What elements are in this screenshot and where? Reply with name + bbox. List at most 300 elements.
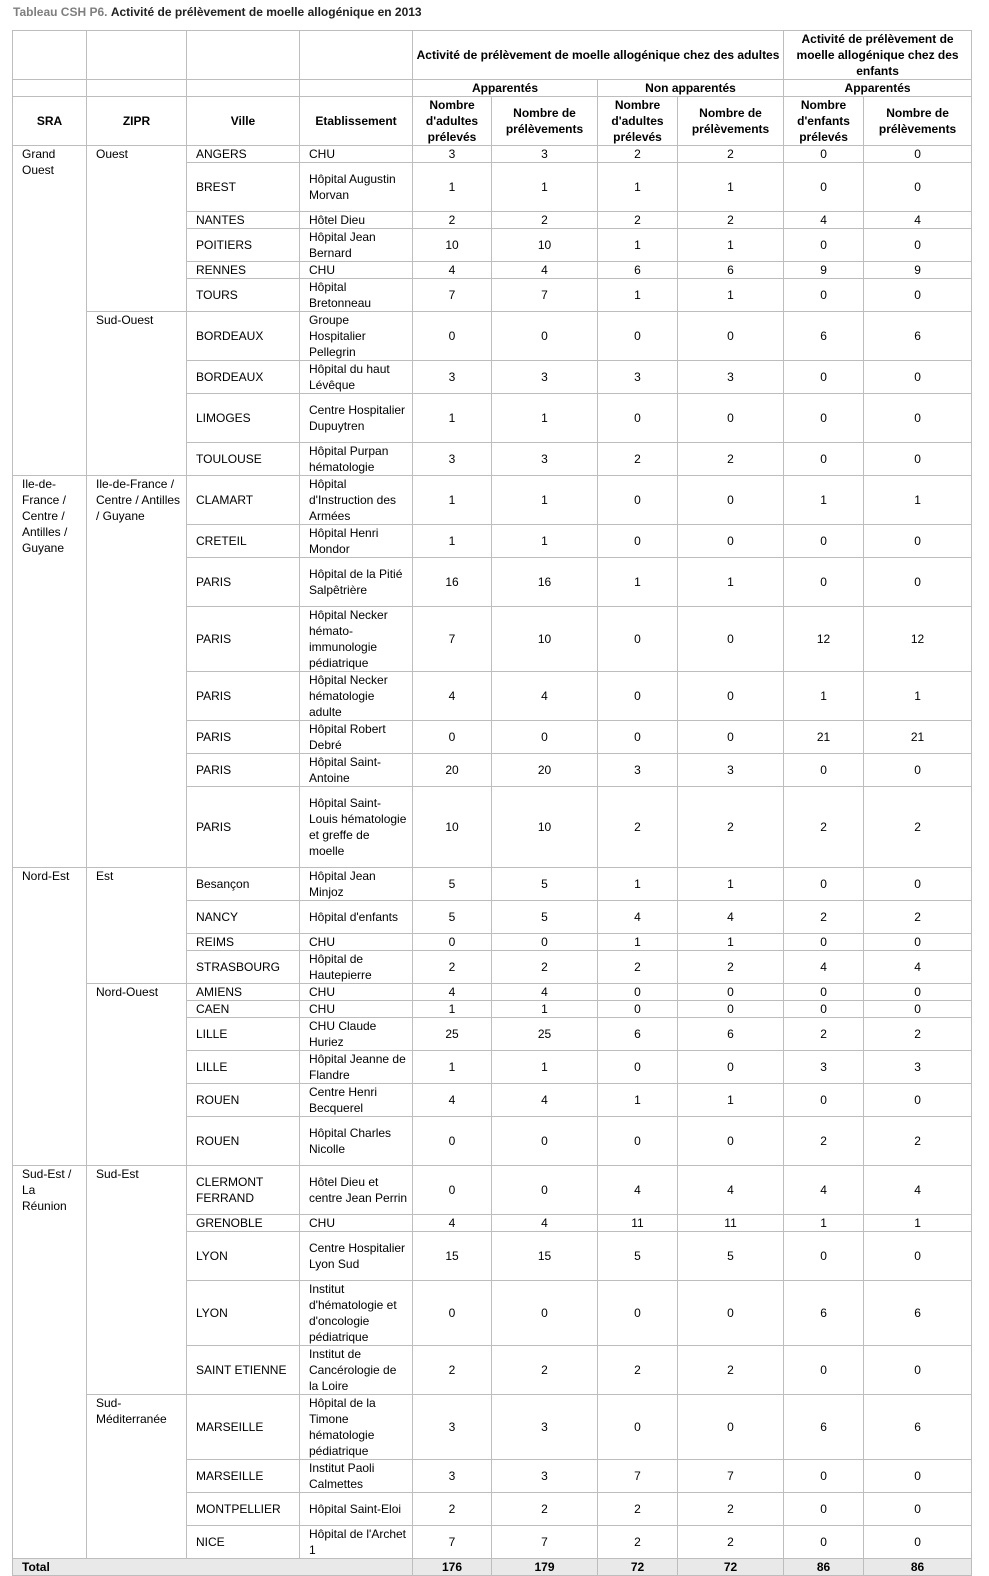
etablissement-cell: Centre Henri Becquerel <box>300 1084 413 1117</box>
etablissement-cell: Hôpital Necker hémato-immunologie pédiatrique <box>300 607 413 672</box>
etablissement-cell: Institut de Cancérologie de la Loire <box>300 1346 413 1395</box>
value-cell: 4 <box>784 212 864 229</box>
value-cell: 1 <box>864 476 972 525</box>
value-cell: 0 <box>678 1395 784 1460</box>
value-cell: 10 <box>413 229 492 262</box>
zipr-cell: Nord-Ouest <box>87 984 187 1166</box>
etablissement-cell: Hôpital Saint-Louis hématologie et greffe de moelle <box>300 787 413 868</box>
value-cell: 2 <box>678 951 784 984</box>
value-cell: 7 <box>413 607 492 672</box>
value-cell: 0 <box>784 443 864 476</box>
etablissement-cell: Hôpital d'Instruction des Armées <box>300 476 413 525</box>
ville-cell: LYON <box>187 1232 300 1281</box>
value-cell: 7 <box>598 1460 678 1493</box>
value-cell: 0 <box>864 1493 972 1526</box>
value-cell: 2 <box>678 146 784 163</box>
value-cell: 1 <box>678 1084 784 1117</box>
value-cell: 0 <box>784 146 864 163</box>
header-nb-prelevements: Nombre de prélèvements <box>492 97 598 146</box>
value-cell: 1 <box>678 934 784 951</box>
ville-cell: TOULOUSE <box>187 443 300 476</box>
header-blank <box>13 80 87 97</box>
value-cell: 0 <box>598 607 678 672</box>
value-cell: 5 <box>413 901 492 934</box>
ville-cell: PARIS <box>187 754 300 787</box>
value-cell: 1 <box>678 558 784 607</box>
table-row <box>13 312 972 361</box>
value-cell: 0 <box>678 312 784 361</box>
value-cell: 4 <box>598 901 678 934</box>
value-cell: 21 <box>864 721 972 754</box>
caption-label: Tableau CSH P6. <box>13 5 108 19</box>
value-cell: 6 <box>864 1395 972 1460</box>
value-cell: 12 <box>784 607 864 672</box>
value-cell: 2 <box>598 1493 678 1526</box>
value-cell: 0 <box>784 229 864 262</box>
total-cell: 179 <box>492 1559 598 1576</box>
value-cell: 0 <box>864 754 972 787</box>
etablissement-cell: Hôpital Bretonneau <box>300 279 413 312</box>
value-cell: 1 <box>598 868 678 901</box>
etablissement-cell: Hôpital Charles Nicolle <box>300 1117 413 1166</box>
etablissement-cell: CHU <box>300 262 413 279</box>
value-cell: 0 <box>678 394 784 443</box>
value-cell: 0 <box>492 1281 598 1346</box>
etablissement-cell: Hôtel Dieu et centre Jean Perrin <box>300 1166 413 1215</box>
value-cell: 0 <box>598 721 678 754</box>
value-cell: 2 <box>492 1346 598 1395</box>
value-cell: 2 <box>864 901 972 934</box>
value-cell: 1 <box>784 476 864 525</box>
value-cell: 1 <box>784 1215 864 1232</box>
total-cell: 176 <box>413 1559 492 1576</box>
value-cell: 3 <box>413 1460 492 1493</box>
value-cell: 0 <box>413 312 492 361</box>
value-cell: 0 <box>864 1084 972 1117</box>
value-cell: 0 <box>678 525 784 558</box>
ville-cell: Besançon <box>187 868 300 901</box>
value-cell: 0 <box>678 1051 784 1084</box>
value-cell: 3 <box>784 1051 864 1084</box>
value-cell: 2 <box>492 212 598 229</box>
zipr-cell: Est <box>87 868 187 984</box>
value-cell: 0 <box>413 1281 492 1346</box>
etablissement-cell: Hôpital de la Timone hématologie pédiatrique <box>300 1395 413 1460</box>
value-cell: 4 <box>864 212 972 229</box>
value-cell: 4 <box>413 984 492 1001</box>
etablissement-cell: Centre Hospitalier Dupuytren <box>300 394 413 443</box>
value-cell: 3 <box>413 361 492 394</box>
ville-cell: ROUEN <box>187 1117 300 1166</box>
ville-cell: MARSEILLE <box>187 1460 300 1493</box>
value-cell: 3 <box>598 754 678 787</box>
value-cell: 0 <box>678 476 784 525</box>
value-cell: 2 <box>413 1346 492 1395</box>
ville-cell: BORDEAUX <box>187 361 300 394</box>
value-cell: 2 <box>492 951 598 984</box>
value-cell: 1 <box>492 1001 598 1018</box>
value-cell: 7 <box>413 279 492 312</box>
table-row <box>13 1395 972 1460</box>
value-cell: 5 <box>492 868 598 901</box>
value-cell: 1 <box>864 672 972 721</box>
value-cell: 4 <box>598 1166 678 1215</box>
value-cell: 0 <box>864 984 972 1001</box>
etablissement-cell: CHU <box>300 934 413 951</box>
header-blank <box>187 80 300 97</box>
value-cell: 2 <box>678 212 784 229</box>
value-cell: 15 <box>492 1232 598 1281</box>
value-cell: 0 <box>864 1526 972 1559</box>
value-cell: 7 <box>678 1460 784 1493</box>
value-cell: 1 <box>492 163 598 212</box>
value-cell: 1 <box>678 163 784 212</box>
total-row <box>13 1559 972 1576</box>
header-etablissement: Etablissement <box>300 97 413 146</box>
value-cell: 6 <box>598 262 678 279</box>
etablissement-cell: Hôpital du haut Lévêque <box>300 361 413 394</box>
ville-cell: LIMOGES <box>187 394 300 443</box>
value-cell: 6 <box>864 312 972 361</box>
table-row <box>13 984 972 1001</box>
total-cell: 86 <box>784 1559 864 1576</box>
value-cell: 0 <box>784 279 864 312</box>
etablissement-cell: Groupe Hospitalier Pellegrin <box>300 312 413 361</box>
value-cell: 6 <box>784 1281 864 1346</box>
ville-cell: PARIS <box>187 787 300 868</box>
value-cell: 0 <box>784 934 864 951</box>
value-cell: 16 <box>413 558 492 607</box>
table-row <box>13 146 972 163</box>
header-zipr: ZIPR <box>87 97 187 146</box>
value-cell: 1 <box>413 1001 492 1018</box>
value-cell: 0 <box>678 984 784 1001</box>
value-cell: 0 <box>598 476 678 525</box>
value-cell: 7 <box>492 1526 598 1559</box>
value-cell: 0 <box>864 279 972 312</box>
ville-cell: POITIERS <box>187 229 300 262</box>
value-cell: 0 <box>492 934 598 951</box>
etablissement-cell: Institut Paoli Calmettes <box>300 1460 413 1493</box>
value-cell: 20 <box>413 754 492 787</box>
value-cell: 5 <box>413 868 492 901</box>
ville-cell: NANCY <box>187 901 300 934</box>
etablissement-cell: Hôpital de la Pitié Salpêtrière <box>300 558 413 607</box>
header-blank <box>13 31 87 80</box>
value-cell: 0 <box>864 1460 972 1493</box>
value-cell: 4 <box>864 951 972 984</box>
value-cell: 21 <box>784 721 864 754</box>
value-cell: 1 <box>492 394 598 443</box>
value-cell: 1 <box>492 476 598 525</box>
value-cell: 0 <box>864 868 972 901</box>
value-cell: 1 <box>598 229 678 262</box>
value-cell: 2 <box>492 1493 598 1526</box>
etablissement-cell: Centre Hospitalier Lyon Sud <box>300 1232 413 1281</box>
value-cell: 3 <box>413 1395 492 1460</box>
value-cell: 0 <box>678 1281 784 1346</box>
value-cell: 2 <box>678 443 784 476</box>
value-cell: 3 <box>492 1395 598 1460</box>
value-cell: 0 <box>598 1051 678 1084</box>
etablissement-cell: Hôpital de Hautepierre <box>300 951 413 984</box>
value-cell: 0 <box>784 1084 864 1117</box>
ville-cell: PARIS <box>187 721 300 754</box>
value-cell: 1 <box>413 163 492 212</box>
value-cell: 0 <box>413 721 492 754</box>
etablissement-cell: Hôpital Jean Bernard <box>300 229 413 262</box>
value-cell: 0 <box>598 672 678 721</box>
table-caption <box>13 5 422 19</box>
ville-cell: REIMS <box>187 934 300 951</box>
table-row <box>13 476 972 525</box>
etablissement-cell: CHU Claude Huriez <box>300 1018 413 1051</box>
etablissement-cell: CHU <box>300 1215 413 1232</box>
value-cell: 4 <box>492 984 598 1001</box>
value-cell: 0 <box>598 1281 678 1346</box>
ville-cell: LILLE <box>187 1018 300 1051</box>
value-cell: 6 <box>864 1281 972 1346</box>
value-cell: 6 <box>598 1018 678 1051</box>
zipr-cell: Sud-Ouest <box>87 312 187 476</box>
value-cell: 0 <box>784 525 864 558</box>
header-blank <box>300 80 413 97</box>
value-cell: 4 <box>784 951 864 984</box>
value-cell: 4 <box>678 901 784 934</box>
value-cell: 4 <box>413 1215 492 1232</box>
value-cell: 1 <box>678 279 784 312</box>
value-cell: 2 <box>598 951 678 984</box>
value-cell: 6 <box>678 1018 784 1051</box>
value-cell: 4 <box>678 1166 784 1215</box>
ville-cell: NANTES <box>187 212 300 229</box>
ville-cell: BREST <box>187 163 300 212</box>
value-cell: 0 <box>678 1001 784 1018</box>
zipr-cell: Ile-de-France / Centre / Antilles / Guyane <box>87 476 187 868</box>
header-blank <box>187 31 300 80</box>
header-apparentes: Apparentés <box>413 80 598 97</box>
value-cell: 0 <box>678 672 784 721</box>
value-cell: 2 <box>598 787 678 868</box>
etablissement-cell: Hôpital Jeanne de Flandre <box>300 1051 413 1084</box>
sra-cell: Sud-Est / La Réunion <box>13 1166 87 1559</box>
etablissement-cell: Hôpital d'enfants <box>300 901 413 934</box>
value-cell: 3 <box>413 146 492 163</box>
total-label: Total <box>13 1559 413 1576</box>
value-cell: 10 <box>492 607 598 672</box>
value-cell: 1 <box>492 525 598 558</box>
value-cell: 2 <box>784 787 864 868</box>
caption-title: Activité de prélèvement de moelle allogénique en 2013 <box>110 5 422 19</box>
value-cell: 0 <box>864 394 972 443</box>
ville-cell: AMIENS <box>187 984 300 1001</box>
header-ville: Ville <box>187 97 300 146</box>
etablissement-cell: Hôpital Saint-Eloi <box>300 1493 413 1526</box>
value-cell: 0 <box>598 1001 678 1018</box>
value-cell: 2 <box>678 1493 784 1526</box>
value-cell: 2 <box>598 443 678 476</box>
value-cell: 0 <box>784 1460 864 1493</box>
value-cell: 1 <box>598 934 678 951</box>
value-cell: 0 <box>784 163 864 212</box>
value-cell: 9 <box>784 262 864 279</box>
value-cell: 9 <box>864 262 972 279</box>
value-cell: 0 <box>598 312 678 361</box>
header-blank <box>87 80 187 97</box>
value-cell: 1 <box>598 1084 678 1117</box>
value-cell: 0 <box>864 525 972 558</box>
value-cell: 1 <box>598 163 678 212</box>
table-row <box>13 1166 972 1215</box>
value-cell: 2 <box>784 901 864 934</box>
value-cell: 6 <box>784 312 864 361</box>
value-cell: 20 <box>492 754 598 787</box>
value-cell: 15 <box>413 1232 492 1281</box>
etablissement-cell: Hôtel Dieu <box>300 212 413 229</box>
value-cell: 0 <box>678 607 784 672</box>
etablissement-cell: Hôpital Purpan hématologie <box>300 443 413 476</box>
value-cell: 12 <box>864 607 972 672</box>
value-cell: 2 <box>598 212 678 229</box>
value-cell: 3 <box>413 443 492 476</box>
value-cell: 0 <box>784 1232 864 1281</box>
value-cell: 3 <box>492 443 598 476</box>
total-cell: 86 <box>864 1559 972 1576</box>
value-cell: 0 <box>864 1001 972 1018</box>
value-cell: 0 <box>864 1232 972 1281</box>
value-cell: 0 <box>413 1166 492 1215</box>
etablissement-cell: Hôpital Augustin Morvan <box>300 163 413 212</box>
header-non-apparentes: Non apparentés <box>598 80 784 97</box>
value-cell: 1 <box>413 476 492 525</box>
sra-cell: Grand Ouest <box>13 146 87 476</box>
value-cell: 0 <box>864 558 972 607</box>
value-cell: 3 <box>492 1460 598 1493</box>
value-cell: 4 <box>492 672 598 721</box>
value-cell: 0 <box>864 146 972 163</box>
ville-cell: ANGERS <box>187 146 300 163</box>
ville-cell: TOURS <box>187 279 300 312</box>
value-cell: 16 <box>492 558 598 607</box>
ville-cell: MONTPELLIER <box>187 1493 300 1526</box>
total-cell: 72 <box>598 1559 678 1576</box>
header-nb-enfants: Nombre d'enfants prélevés <box>784 97 864 146</box>
value-cell: 10 <box>492 787 598 868</box>
value-cell: 4 <box>492 262 598 279</box>
value-cell: 0 <box>598 1395 678 1460</box>
value-cell: 0 <box>864 361 972 394</box>
value-cell: 0 <box>598 394 678 443</box>
value-cell: 2 <box>784 1018 864 1051</box>
value-cell: 0 <box>492 312 598 361</box>
value-cell: 0 <box>864 934 972 951</box>
etablissement-cell: CHU <box>300 984 413 1001</box>
value-cell: 2 <box>678 1346 784 1395</box>
header-nb-adultes: Nombre d'adultes prélevés <box>413 97 492 146</box>
value-cell: 2 <box>413 212 492 229</box>
value-cell: 5 <box>678 1232 784 1281</box>
sra-cell: Ile-de-France / Centre / Antilles / Guyane <box>13 476 87 868</box>
header-group-adults: Activité de prélèvement de moelle allogénique chez des adultes <box>413 31 784 80</box>
ville-cell: NICE <box>187 1526 300 1559</box>
value-cell: 11 <box>678 1215 784 1232</box>
ville-cell: PARIS <box>187 558 300 607</box>
header-group-children: Activité de prélèvement de moelle allogénique chez des enfants <box>784 31 972 80</box>
value-cell: 4 <box>784 1166 864 1215</box>
ville-cell: CRETEIL <box>187 525 300 558</box>
etablissement-cell: Hôpital Jean Minjoz <box>300 868 413 901</box>
value-cell: 2 <box>598 1346 678 1395</box>
value-cell: 6 <box>784 1395 864 1460</box>
value-cell: 4 <box>492 1215 598 1232</box>
value-cell: 1 <box>492 1051 598 1084</box>
value-cell: 0 <box>492 721 598 754</box>
value-cell: 3 <box>678 754 784 787</box>
zipr-cell: Sud-Est <box>87 1166 187 1395</box>
value-cell: 2 <box>678 787 784 868</box>
value-cell: 0 <box>413 934 492 951</box>
value-cell: 4 <box>413 1084 492 1117</box>
value-cell: 10 <box>492 229 598 262</box>
total-cell: 72 <box>678 1559 784 1576</box>
value-cell: 25 <box>492 1018 598 1051</box>
value-cell: 0 <box>784 1346 864 1395</box>
value-cell: 2 <box>598 1526 678 1559</box>
header-blank <box>300 31 413 80</box>
ville-cell: STRASBOURG <box>187 951 300 984</box>
value-cell: 0 <box>678 1117 784 1166</box>
value-cell: 3 <box>492 361 598 394</box>
value-cell: 1 <box>784 672 864 721</box>
sra-cell: Nord-Est <box>13 868 87 1166</box>
ville-cell: PARIS <box>187 607 300 672</box>
header-nb-adultes-na: Nombre d'adultes prélevés <box>598 97 678 146</box>
value-cell: 2 <box>678 1526 784 1559</box>
ville-cell: PARIS <box>187 672 300 721</box>
ville-cell: CLERMONT FERRAND <box>187 1166 300 1215</box>
etablissement-cell: Hôpital Saint-Antoine <box>300 754 413 787</box>
value-cell: 11 <box>598 1215 678 1232</box>
value-cell: 0 <box>784 361 864 394</box>
value-cell: 0 <box>864 229 972 262</box>
value-cell: 1 <box>413 394 492 443</box>
header-nb-prelevements-enf: Nombre de prélèvements <box>864 97 972 146</box>
ville-cell: ROUEN <box>187 1084 300 1117</box>
header-blank <box>87 31 187 80</box>
header-sra: SRA <box>13 97 87 146</box>
value-cell: 2 <box>864 1018 972 1051</box>
ville-cell: LYON <box>187 1281 300 1346</box>
value-cell: 2 <box>864 1117 972 1166</box>
ville-cell: SAINT ETIENNE <box>187 1346 300 1395</box>
allogeneic-marrow-table <box>12 30 972 1576</box>
value-cell: 0 <box>492 1166 598 1215</box>
value-cell: 4 <box>413 672 492 721</box>
value-cell: 0 <box>413 1117 492 1166</box>
etablissement-cell: Hôpital Necker hématologie adulte <box>300 672 413 721</box>
value-cell: 4 <box>864 1166 972 1215</box>
value-cell: 1 <box>598 279 678 312</box>
value-cell: 0 <box>492 1117 598 1166</box>
etablissement-cell: Hôpital Henri Mondor <box>300 525 413 558</box>
etablissement-cell: Hôpital Robert Debré <box>300 721 413 754</box>
value-cell: 7 <box>492 279 598 312</box>
ville-cell: MARSEILLE <box>187 1395 300 1460</box>
value-cell: 0 <box>784 558 864 607</box>
value-cell: 0 <box>784 868 864 901</box>
value-cell: 3 <box>678 361 784 394</box>
value-cell: 0 <box>784 394 864 443</box>
